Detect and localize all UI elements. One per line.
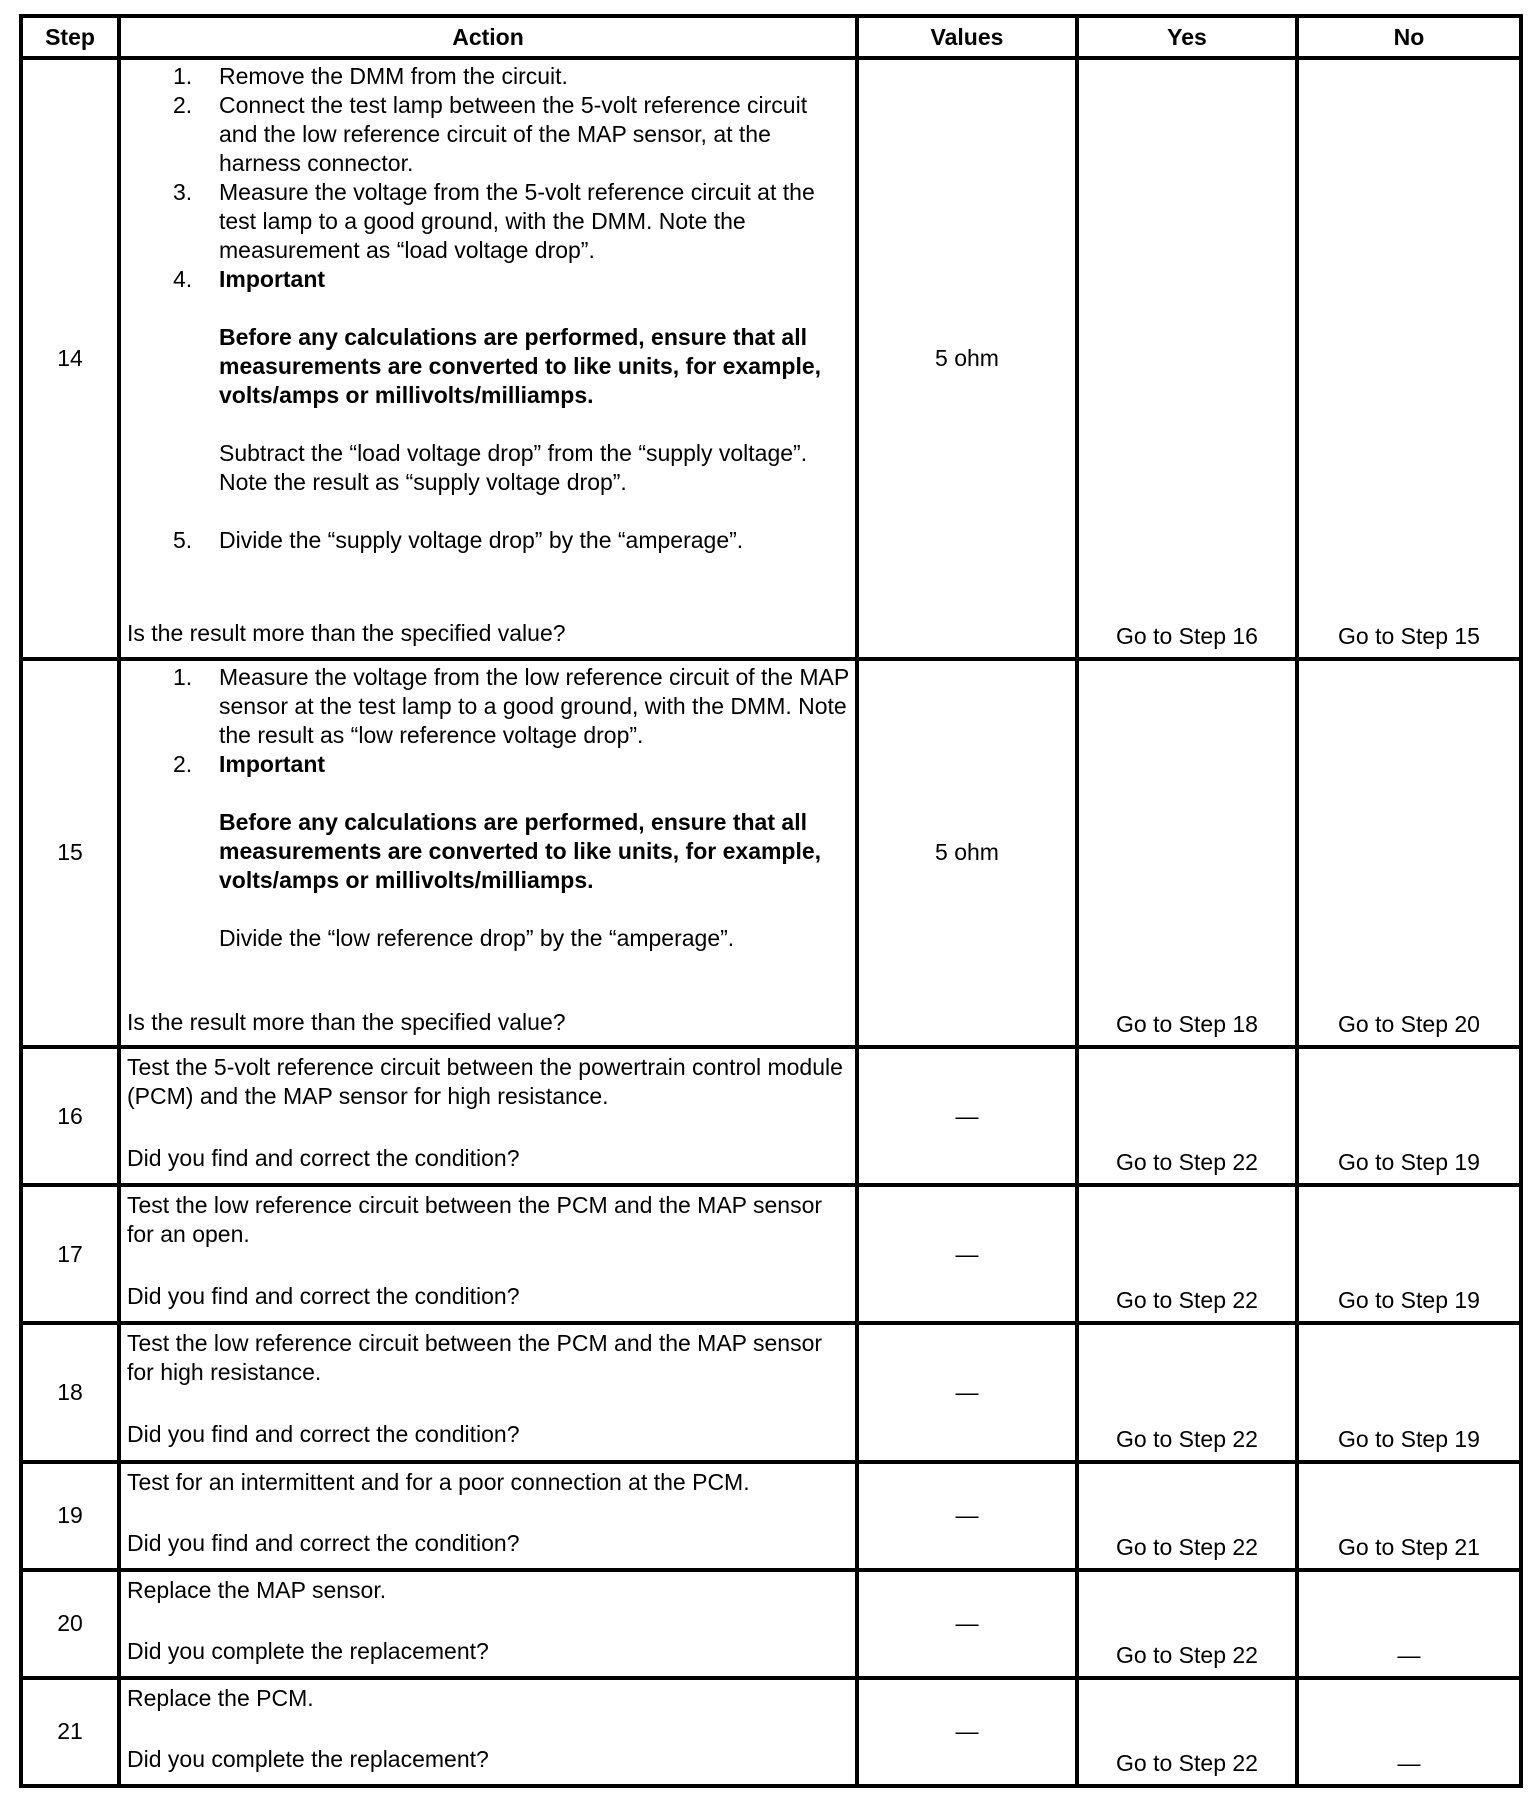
step-number: 15	[21, 659, 119, 1047]
yes-cell: Go to Step 22	[1077, 1462, 1297, 1570]
list-item: 1. Measure the voltage from the low reference circuit of the MAP sensor at the test lamp to a good ground, with the DMM. Note the result as “low reference voltage drop”.	[173, 663, 849, 748]
step-number: 19	[21, 1462, 119, 1570]
table-row-step-20	[21, 1570, 1521, 1678]
step-number: 16	[21, 1047, 119, 1185]
important-heading: Important	[219, 266, 326, 292]
table-row-step-21	[21, 1678, 1521, 1786]
action-cell	[119, 58, 857, 659]
action-cell	[119, 1678, 857, 1786]
action-text: Test the low reference circuit between the PCM and the MAP sensor for an open.	[127, 1192, 823, 1248]
yes-cell: Go to Step 22	[1077, 1047, 1297, 1185]
table-row-step-14	[21, 58, 1521, 659]
yes-cell: Go to Step 22	[1077, 1570, 1297, 1678]
action-question: Did you find and correct the condition?	[127, 1529, 520, 1556]
header-row	[21, 16, 1521, 58]
list-item: 1. Remove the DMM from the circuit.	[173, 63, 568, 89]
value-cell: 5 ohm	[857, 659, 1077, 1047]
value-cell: —	[857, 1185, 1077, 1323]
header-yes: Yes	[1077, 16, 1297, 58]
action-question: Is the result more than the specified value?	[127, 1008, 566, 1035]
step-number: 18	[21, 1323, 119, 1461]
header-step: Step	[21, 16, 119, 58]
action-text: Test the 5-volt reference circuit between the powertrain control module (PCM) and the MAP sensor for high resistance.	[127, 1054, 843, 1110]
list-item: 4. Important Before any calculations are performed, ensure that all measurements are converted to like units, for example, volts/amps or millivolts/milliamps. Subtract the “load voltage drop” from the “supply voltage”. Note the result as “supply voltage drop”.	[121, 265, 855, 526]
no-cell: —	[1297, 1570, 1521, 1678]
value-cell: —	[857, 1323, 1077, 1461]
no-cell: Go to Step 19	[1297, 1047, 1521, 1185]
action-cell	[119, 1462, 857, 1570]
yes-cell: Go to Step 22	[1077, 1185, 1297, 1323]
list-item: 5. Divide the “supply voltage drop” by the “amperage”.	[173, 527, 744, 553]
action-steps	[121, 663, 855, 953]
action-question: Did you find and correct the condition?	[127, 1283, 520, 1310]
action-cell	[119, 659, 857, 1047]
no-cell: Go to Step 19	[1297, 1185, 1521, 1323]
important-note: Before any calculations are performed, ensure that all measurements are converted to like units, for example, volts/amps or millivolts/milliamps.	[219, 324, 822, 408]
list-item: 2. Important Before any calculations are performed, ensure that all measurements are converted to like units, for example, volts/amps or millivolts/milliamps. Divide the “low reference drop” by the “amperage”.	[121, 750, 855, 953]
action-question: Did you find and correct the condition?	[127, 1421, 520, 1448]
action-text: Test for an intermittent and for a poor connection at the PCM.	[127, 1468, 750, 1495]
header-values: Values	[857, 16, 1077, 58]
action-text: Test the low reference circuit between the PCM and the MAP sensor for high resistance.	[127, 1330, 823, 1386]
step-number: 14	[21, 58, 119, 659]
list-item: 3. Measure the voltage from the 5-volt reference circuit at the test lamp to a good ground, with the DMM. Note the measurement as “load voltage drop”.	[173, 179, 815, 263]
list-item: 2. Connect the test lamp between the 5-volt reference circuit and the low reference circuit of the MAP sensor, at the harness connector.	[173, 92, 808, 176]
action-question: Did you find and correct the condition?	[127, 1145, 520, 1172]
table-row-step-15	[21, 659, 1521, 1047]
no-cell: Go to Step 15	[1297, 58, 1521, 659]
step-number: 20	[21, 1570, 119, 1678]
yes-cell: Go to Step 18	[1077, 659, 1297, 1047]
no-cell: —	[1297, 1678, 1521, 1786]
value-cell: 5 ohm	[857, 58, 1077, 659]
value-cell: —	[857, 1570, 1077, 1678]
table-row-step-16	[21, 1047, 1521, 1185]
yes-cell: Go to Step 16	[1077, 58, 1297, 659]
step-number: 17	[21, 1185, 119, 1323]
action-cell	[119, 1047, 857, 1185]
action-steps	[121, 62, 855, 555]
important-heading: Important	[219, 750, 326, 777]
action-question: Is the result more than the specified value?	[127, 620, 566, 646]
diagnostic-table	[19, 14, 1523, 1788]
table-row-step-17	[21, 1185, 1521, 1323]
important-note: Before any calculations are performed, ensure that all measurements are converted to like units, for example, volts/amps or millivolts/milliamps.	[219, 808, 822, 893]
yes-cell: Go to Step 22	[1077, 1678, 1297, 1786]
no-cell: Go to Step 21	[1297, 1462, 1521, 1570]
table-row-step-18	[21, 1323, 1521, 1461]
no-cell: Go to Step 19	[1297, 1323, 1521, 1461]
header-action: Action	[119, 16, 857, 58]
value-cell: —	[857, 1678, 1077, 1786]
action-cell	[119, 1323, 857, 1461]
action-text: Replace the MAP sensor.	[127, 1576, 387, 1603]
action-cell	[119, 1570, 857, 1678]
value-cell: —	[857, 1047, 1077, 1185]
yes-cell: Go to Step 22	[1077, 1323, 1297, 1461]
step-number: 21	[21, 1678, 119, 1786]
action-question: Did you complete the replacement?	[127, 1745, 489, 1772]
header-no: No	[1297, 16, 1521, 58]
no-cell: Go to Step 20	[1297, 659, 1521, 1047]
action-question: Did you complete the replacement?	[127, 1637, 489, 1664]
action-cell	[119, 1185, 857, 1323]
table-row-step-19	[21, 1462, 1521, 1570]
action-text: Replace the PCM.	[127, 1684, 314, 1711]
value-cell: —	[857, 1462, 1077, 1570]
